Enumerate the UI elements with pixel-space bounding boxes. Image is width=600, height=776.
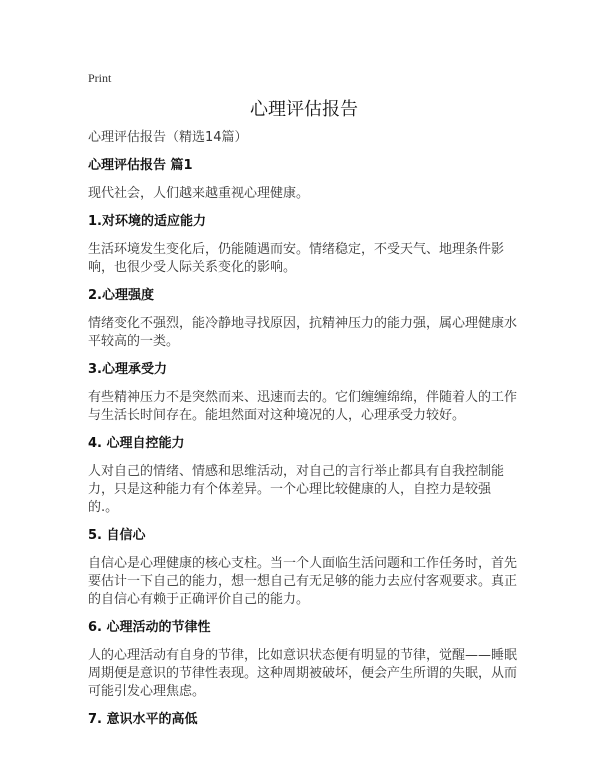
item-paragraph: 人对自己的情绪、情感和思维活动，对自己的言行举止都具有自我控制能力，只是这种能力有个体差异。一个心理比较健康的人，自控力是较强的.。 — [88, 464, 505, 515]
item-paragraph: 情绪变化不强烈，能冷静地寻找原因，抗精神压力的能力强，属心理健康水平较高的一类。 — [88, 316, 518, 349]
intro-paragraph: 现代社会，人们越来越重视心理健康。 — [88, 186, 310, 201]
item-heading: 6. 心理活动的节律性 — [88, 620, 211, 635]
item-heading: 3.心理承受力 — [88, 362, 167, 377]
item-paragraph: 自信心是心理健康的核心支柱。当一个人面临生活问题和工作任务时，首先要估计一下自己的能力，想一想自己有无足够的能力去应付客观要求。真正的自信心有赖于正确评价自己的能力。 — [88, 556, 518, 607]
subtitle: 心理评估报告（精选14篇） — [88, 130, 248, 145]
item-paragraph: 有些精神压力不是突然而来、迅速而去的。它们缠缠绵绵，伴随着人的工作与生活长时间存在。能坦然面对这种境况的人，心理承受力较好。 — [88, 390, 518, 423]
item-heading: 4. 心理自控能力 — [88, 436, 185, 451]
section-heading: 心理评估报告 篇1 — [88, 158, 193, 173]
document-page — [88, 69, 520, 739]
item-heading: 2.心理强度 — [88, 288, 154, 303]
item-paragraph: 人的心理活动有自身的节律，比如意识状态便有明显的节律，觉醒——睡眠周期便是意识的节律性表现。这种周期被破坏，便会产生所谓的失眠，从而可能引发心理焦虑。 — [88, 648, 518, 699]
print-link[interactable]: Print — [88, 71, 112, 85]
item-heading: 1.对环境的适应能力 — [88, 214, 206, 229]
item-paragraph: 生活环境发生变化后，仍能随遇而安。情绪稳定，不受天气、地理条件影响，也很少受人际关系变化的影响。 — [88, 242, 505, 275]
item-heading: 7. 意识水平的高低 — [88, 712, 198, 727]
item-heading: 5. 自信心 — [88, 528, 146, 543]
page-title: 心理评估报告 — [250, 99, 358, 120]
